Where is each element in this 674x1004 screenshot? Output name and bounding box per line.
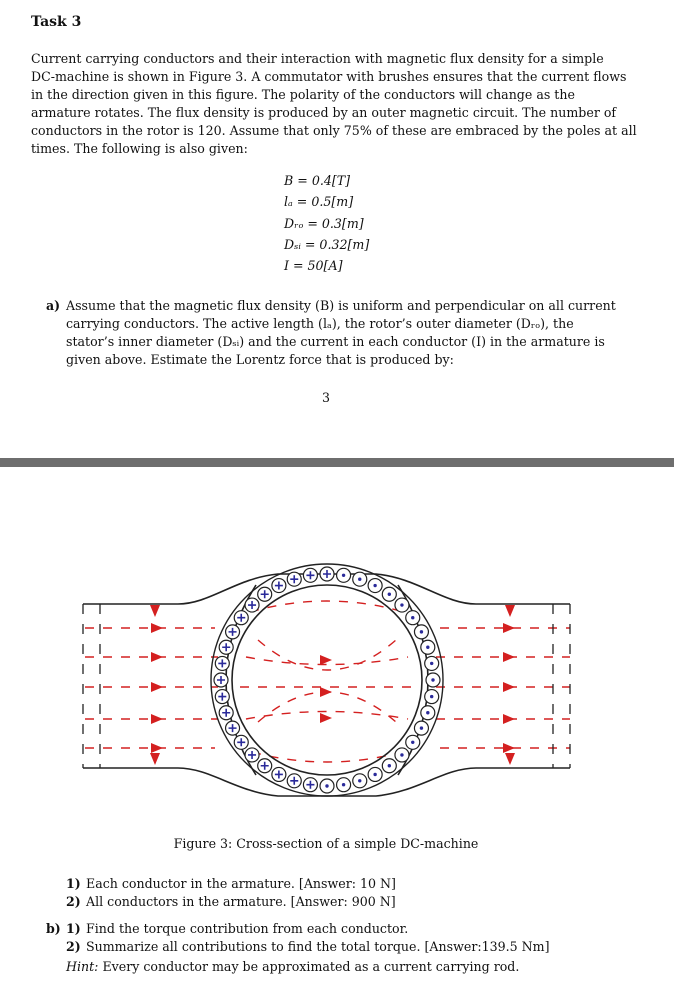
hint-text: Every conductor may be approximated as a current carrying rod. (102, 959, 520, 974)
flux-line (252, 752, 402, 762)
conductor (421, 706, 435, 720)
question-a-label: a) (46, 298, 61, 313)
conductor (395, 748, 409, 762)
conductor (395, 598, 409, 612)
conductor (382, 587, 396, 601)
page-number: 3 (321, 390, 330, 405)
question-b-body (66, 920, 550, 976)
conductor (421, 640, 435, 654)
flux-arrow (320, 687, 332, 697)
dc-machine-figure (0, 560, 674, 810)
conductor (414, 625, 428, 639)
conductor (258, 759, 272, 773)
conductor (226, 721, 240, 735)
flux-arrow-vertical (505, 753, 515, 765)
question-a-text (66, 297, 616, 369)
intro-line: conductors in the rotor is 120. Assume that only 75% of these are embraced by the poles at all (31, 123, 637, 138)
conductor (303, 778, 317, 792)
conductor (215, 656, 229, 670)
item-text: Summarize all contributions to find the total torque. [Answer:139.5 Nm] (86, 939, 550, 954)
conductor (368, 579, 382, 593)
current-out-dot (342, 783, 345, 786)
conductor (287, 774, 301, 788)
conductor (425, 656, 439, 670)
intro-line: in the direction given in this figure. The polarity of the conductors will change as the (31, 87, 575, 102)
flux-arrow (151, 743, 163, 753)
flux-arrow (503, 652, 515, 662)
conductor (406, 611, 420, 625)
given-stator-inner-diameter: Dₛᵢ = 0.32[m] (284, 236, 370, 252)
conductor (320, 567, 334, 581)
page-divider (0, 458, 674, 467)
intro-paragraph (31, 50, 637, 158)
figure-caption: Figure 3: Cross-section of a simple DC-machine (173, 836, 479, 851)
given-flux-density: B = 0.4[T] (284, 173, 351, 188)
hint (66, 958, 550, 976)
given-current: I = 50[A] (284, 258, 343, 274)
flux-arrow-vertical (150, 605, 160, 617)
intro-line: DC-machine is shown in Figure 3. A commutator with brushes ensures that the current flows (31, 69, 627, 84)
given-values (284, 170, 369, 276)
conductor (234, 735, 248, 749)
conductor (258, 587, 272, 601)
intro-line: armature rotates. The flux density is produced by an outer magnetic circuit. The number of (31, 105, 617, 120)
question-a-line: carrying conductors. The active length (lₐ), the rotor’s outer diameter (Dᵣₒ), the (66, 316, 574, 331)
stator-bore (211, 564, 443, 796)
current-out-dot (431, 678, 434, 681)
current-out-dot (430, 695, 433, 698)
conductor (245, 748, 259, 762)
item-number: 1) (66, 921, 81, 936)
flux-arrow (320, 713, 332, 723)
current-out-dot (411, 741, 414, 744)
flux-arrow (151, 714, 163, 724)
list-item (66, 920, 550, 938)
list-item (66, 893, 396, 911)
question-a-line: stator’s inner diameter (Dₛᵢ) and the current in each conductor (I) in the armature is (66, 334, 605, 349)
flux-arrow (503, 682, 515, 692)
current-out-dot (388, 593, 391, 596)
current-out-dot (358, 779, 361, 782)
list-item (66, 875, 396, 893)
conductor (214, 673, 228, 687)
conductor (382, 759, 396, 773)
conductor (245, 598, 259, 612)
conductor (320, 779, 334, 793)
flux-arrow (503, 714, 515, 724)
current-out-dot (388, 764, 391, 767)
current-out-dot (420, 630, 423, 633)
flux-line (258, 640, 396, 670)
conductor (215, 690, 229, 704)
flux-arrows (150, 605, 515, 765)
current-out-dot (430, 662, 433, 665)
conductor (414, 721, 428, 735)
current-out-dot (342, 574, 345, 577)
item-number: 2) (66, 894, 81, 909)
conductor (219, 640, 233, 654)
conductor (368, 767, 382, 781)
question-b-label: b) (46, 921, 61, 936)
current-out-dot (426, 711, 429, 714)
hint-label: Hint: (66, 959, 99, 974)
given-rotor-outer-diameter: Dᵣₒ = 0.3[m] (284, 215, 364, 231)
current-out-dot (426, 646, 429, 649)
intro-line: Current carrying conductors and their interaction with magnetic flux density for a simple (31, 51, 604, 66)
question-a-line: Assume that the magnetic flux density (B) is uniform and perpendicular on all current (66, 298, 616, 313)
flux-arrow (503, 623, 515, 633)
flux-arrow-vertical (150, 753, 160, 765)
given-active-length: lₐ = 0.5[m] (284, 194, 354, 210)
flux-arrow (151, 652, 163, 662)
item-text: Each conductor in the armature. [Answer: 10 N] (86, 876, 396, 891)
conductor (287, 572, 301, 586)
current-out-dot (411, 616, 414, 619)
item-number: 2) (66, 939, 81, 954)
conductor (226, 625, 240, 639)
conductor (303, 568, 317, 582)
current-out-dot (400, 753, 403, 756)
conductor (425, 690, 439, 704)
conductor (219, 706, 233, 720)
intro-line: times. The following is also given: (31, 141, 248, 156)
conductor (353, 572, 367, 586)
question-a-items (66, 875, 396, 911)
current-out-dot (420, 726, 423, 729)
conductor (337, 778, 351, 792)
conductor (406, 735, 420, 749)
conductor (234, 611, 248, 625)
conductor (272, 767, 286, 781)
conductor (353, 774, 367, 788)
flux-arrow (320, 655, 332, 665)
item-number: 1) (66, 876, 81, 891)
item-text: All conductors in the armature. [Answer: 900 N] (86, 894, 396, 909)
flux-arrow-vertical (505, 605, 515, 617)
conductor (272, 579, 286, 593)
current-out-dot (373, 584, 376, 587)
conductor (337, 568, 351, 582)
rotor-surface (232, 585, 422, 775)
conductor (426, 673, 440, 687)
current-out-dot (325, 784, 328, 787)
list-item (66, 938, 550, 956)
question-a-line: given above. Estimate the Lorentz force that is produced by: (66, 352, 454, 367)
flux-arrow (151, 623, 163, 633)
item-text: Find the torque contribution from each conductor. (86, 921, 409, 936)
task-title: Task 3 (31, 14, 82, 30)
current-out-dot (358, 577, 361, 580)
flux-arrow (151, 682, 163, 692)
current-out-dot (400, 603, 403, 606)
flux-arrow (503, 743, 515, 753)
current-out-dot (373, 773, 376, 776)
